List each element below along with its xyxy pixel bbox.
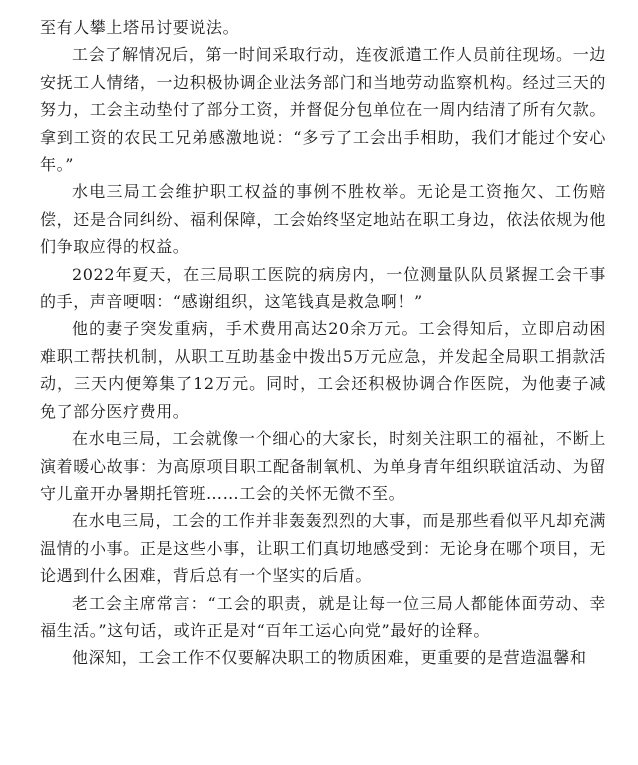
paragraph: 水电三局工会维护职工权益的事例不胜枚举。无论是工资拖欠、工伤赔偿，还是合同纠纷、福利保障，工会始终坚定地站在职工身边，依法依规为他们争取应得的权益。 — [40, 182, 606, 257]
paragraph: 工会了解情况后，第一时间采取行动，连夜派遣工作人员前往现场。一边安抚工人情绪，一边积极协调企业法务部门和当地劳动监察机构。经过三天的努力，工会主动垫付了部分工资，并督促分包单位在一周内结清了所有欠款。拿到工资的农民工兄弟感激地说：“多亏了工会出手相助，我们才能过个安心年。” — [40, 45, 606, 175]
paragraph: 2022年夏天，在三局职工医院的病房内，一位测量队队员紧握工会干事的手，声音哽咽：“感谢组织，这笔钱真是救急啊！” — [40, 264, 606, 312]
paragraph: 在水电三局，工会就像一个细心的大家长，时刻关注职工的福祉，不断上演着暖心故事：为高原项目职工配备制氧机、为单身青年组织联谊活动、为留守儿童开办暑期托管班……工会的关怀无微不至。 — [40, 429, 606, 503]
paragraph: 他的妻子突发重病，手术费用高达20余万元。工会得知后，立即启动困难职工帮扶机制，从职工互助基金中拨出5万元应急，并发起全局职工捐款活动，三天内便筹集了12万元。同时，工会还积极协调合作医院，为他妻子减免了部分医疗费用。 — [40, 319, 606, 421]
paragraph-continuation: 至有人攀上塔吊讨要说法。 — [40, 18, 240, 37]
paragraph: 他深知，工会工作不仅要解决职工的物质困难，更重要的是营造温馨和 — [72, 648, 587, 668]
paragraph: 在水电三局，工会的工作并非轰轰烈烈的大事，而是那些看似平凡却充满温情的小事。正是这些小事，让职工们真切地感受到：无论身在哪个项目，无论遇到什么困难，背后总有一个坚实的后盾。 — [40, 511, 606, 586]
paragraph: 老工会主席常言：“工会的职责，就是让每一位三局人都能体面劳动、幸福生活。”这句话，或许正是对“百年工运心向党”最好的诠释。 — [40, 593, 606, 640]
